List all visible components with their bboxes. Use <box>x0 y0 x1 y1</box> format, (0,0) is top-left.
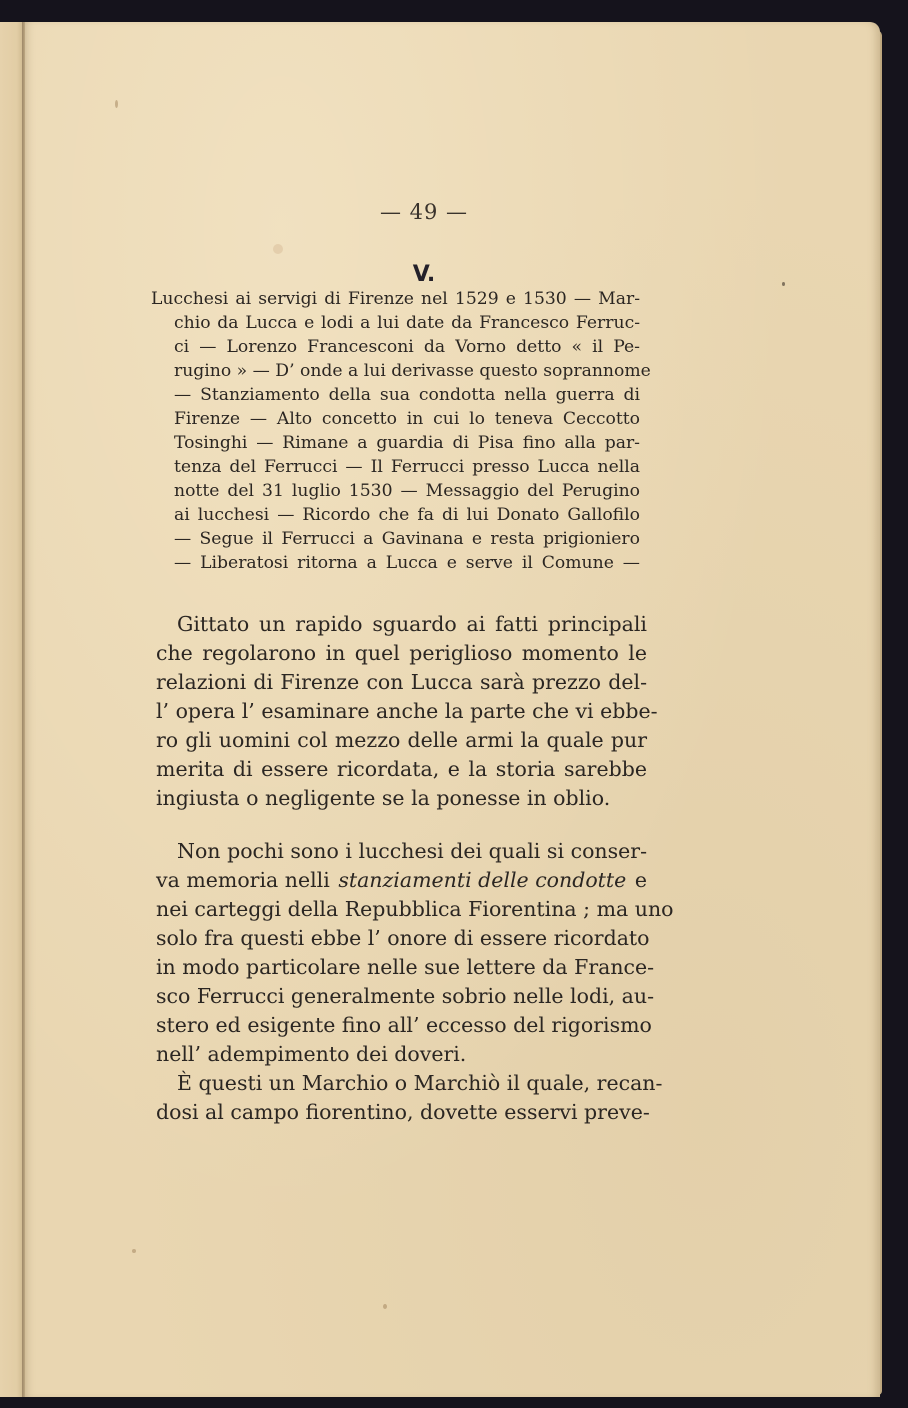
summary-line: tenza del Ferrucci — Il Ferrucci presso Lucca nella <box>174 457 640 477</box>
body-line: ro gli uomini col mezzo delle armi la quale pur <box>156 728 647 752</box>
page-number: — 49 — <box>379 200 469 224</box>
summary-line: rugino » — D’ onde a lui derivasse questo soprannome <box>174 361 651 381</box>
foxing-spot <box>132 1249 136 1253</box>
body-line: sco Ferrucci generalmente sobrio nelle lodi, au- <box>156 984 655 1008</box>
summary-line: — Segue il Ferrucci a Gavinana e resta prigioniero <box>174 529 640 549</box>
body-line: che regolarono in quel periglioso momento le <box>156 641 647 665</box>
summary-line: ai lucchesi — Ricordo che fa di lui Donato Gallofilo <box>174 505 640 525</box>
foxing-spot <box>273 244 283 254</box>
chapter-heading: V. <box>412 262 436 287</box>
summary-line: notte del 31 luglio 1530 — Messaggio del Perugino <box>174 481 640 501</box>
facing-page-edge <box>0 22 24 1397</box>
summary-line: Tosinghi — Rimane a guardia di Pisa fino alla par- <box>174 433 640 453</box>
body-line: relazioni di Firenze con Lucca sarà prezzo del- <box>156 670 647 694</box>
body-line: in modo particolare nelle sue lettere da France- <box>156 955 655 979</box>
body-line: nei carteggi della Repubblica Fiorentina ; ma uno <box>156 897 674 921</box>
body-line: Gittato un rapido sguardo ai fatti principali <box>177 612 647 636</box>
foxing-spot <box>115 100 118 108</box>
body-line: l’ opera l’ esaminare anche la parte che vi ebbe- <box>156 699 658 723</box>
body-text-span: va memoria nelli <box>156 868 330 892</box>
body-line: dosi al campo fiorentino, dovette esservi preve- <box>156 1100 650 1124</box>
body-line: merita di essere ricordata, e la storia sarebbe <box>156 757 647 781</box>
italic-term: stanziamenti delle condotte <box>338 868 627 892</box>
body-text-span: e <box>634 868 647 892</box>
body-line: nell’ adempimento dei doveri. <box>156 1042 467 1066</box>
foxing-spot <box>383 1304 387 1309</box>
body-line: ingiusta o negligente se la ponesse in oblio. <box>156 786 611 810</box>
body-line <box>156 868 647 892</box>
summary-line: — Liberatosi ritorna a Lucca e serve il Comune — <box>174 553 640 573</box>
body-line: stero ed esigente fino all’ eccesso del rigorismo <box>156 1013 652 1037</box>
body-line: Non pochi sono i lucchesi dei quali si conser- <box>177 839 647 863</box>
summary-line: chio da Lucca e lodi a lui date da Francesco Ferruc- <box>174 313 640 333</box>
body-line: solo fra questi ebbe l’ onore di essere ricordato <box>156 926 650 950</box>
summary-line: Lucchesi ai servigi di Firenze nel 1529 e 1530 — Mar- <box>151 289 640 309</box>
summary-line: ci — Lorenzo Francesconi da Vorno detto « il Pe- <box>174 337 640 357</box>
summary-line: Firenze — Alto concetto in cui lo teneva Ceccotto <box>174 409 640 429</box>
book-page <box>25 22 880 1397</box>
summary-line: — Stanziamento della sua condotta nella guerra di <box>174 385 640 405</box>
body-line: È questi un Marchio o Marchiò il quale, recan- <box>177 1071 663 1095</box>
